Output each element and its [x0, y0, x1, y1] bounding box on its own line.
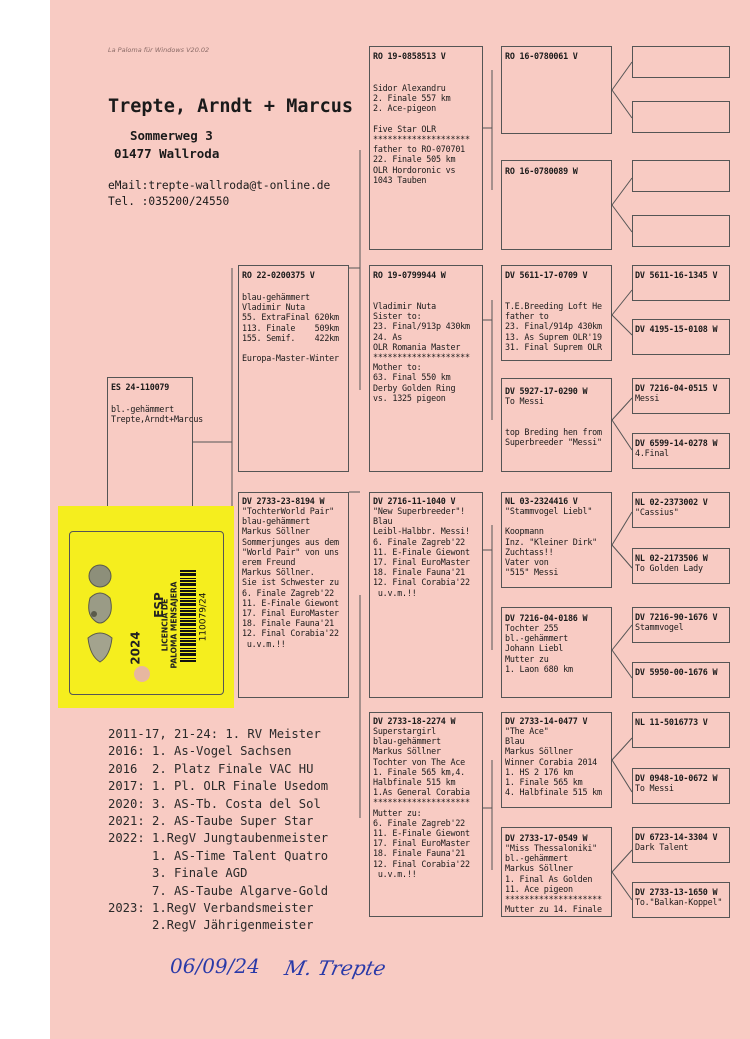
achievement-line: 2021: 2. AS-Taube Super Star	[108, 814, 314, 828]
pigeon-card-gen4	[632, 160, 730, 192]
license-barcode	[180, 570, 196, 662]
pigeon-info-gen4: To."Balkan-Koppel"	[635, 897, 723, 907]
ring-gen4: DV 7216-04-0515 V	[635, 383, 718, 393]
ring-gen4: DV 6723-14-3304 V	[635, 832, 718, 842]
ring-father: RO 22-0200375 V	[242, 270, 315, 280]
achievement-line: 2016: 1. As-Vogel Sachsen	[108, 744, 292, 759]
ring-main: ES 24-110079	[111, 382, 170, 392]
license-stamp-dot	[134, 666, 150, 682]
ring-gen4: NL 02-2173506 W	[635, 553, 708, 563]
ring-mmf: DV 2733-14-0477 V	[505, 716, 588, 726]
license-title: LICENCIA DE PALOMA MENSAJERA	[160, 581, 179, 669]
ring-gen4: DV 5611-16-1345 V	[635, 270, 718, 280]
pigeon-info-gen4: Messi	[635, 393, 660, 403]
ring-mff: NL 03-2324416 V	[505, 496, 578, 506]
owner-street: Sommerweg 3	[130, 128, 213, 143]
pigeon-info-gen4: To Messi	[635, 783, 674, 793]
pigeon-info-main: bl.-gehämmert Trepte,Arndt+Marcus	[111, 404, 204, 425]
pigeon-info-ff: Sidor Alexandru 2. Finale 557 km 2. Ace-pigeon Five Star OLR ******************** father to RO-070701 22. Finale 505 km OLR Hordoronic vs 1043 Tauben	[373, 83, 470, 185]
license-emblem-icon	[80, 558, 120, 668]
ring-mm: DV 2733-18-2274 W	[373, 716, 456, 726]
pigeon-info-fm: Vladimir Nuta Sister to: 23. Final/913p 430km 24. As OLR Romania Master ******************** Mother to: 63. Final 550 km Derby Golden Ring vs. 1325 pigeon	[373, 301, 470, 403]
pigeon-card-gen4	[632, 46, 730, 78]
license-country: ESP	[151, 592, 166, 618]
pigeon-info-mm: Superstargirl blau-gehämmert Markus Söllner Tochter von The Ace 1. Finale 565 km,4. Halbfinale 515 km 1.As General Corabia ******************** Mutter zu: 6. Finale Zagreb'22 11. E-Finale Giewont 17. Final EuroMaster 18. Finale Fauna'21 12. Final Corabia'22 u.v.m.!!	[373, 726, 470, 879]
ring-ff: RO 19-0858513 V	[373, 51, 446, 61]
ring-fmf: DV 5611-17-0709 V	[505, 270, 588, 280]
pigeon-card-main	[107, 377, 193, 507]
pigeon-card-gen4	[632, 101, 730, 133]
pigeon-info-mmf: "The Ace" Blau Markus Söllner Winner Corabia 2014 1. HS 2 176 km 1. Finale 565 km 4. Halbfinale 515 km	[505, 726, 602, 798]
pigeon-card-gen4	[632, 215, 730, 247]
owner-name: Trepte, Arndt + Marcus	[108, 96, 354, 117]
pigeon-info-mff: "Stammvogel Liebl" Koopmann Inz. "Kleiner Dirk" Zuchtass!! Vater von "515" Messi	[505, 506, 598, 578]
ring-mmm: DV 2733-17-0549 W	[505, 833, 588, 843]
signature-name: M. Trepte	[282, 956, 389, 980]
license-year: 2024	[128, 631, 143, 665]
pigeon-info-gen4: To Golden Lady	[635, 563, 703, 573]
pigeon-info-mfm: Tochter 255 bl.-gehämmert Johann Liebl Mutter zu 1. Laon 680 km	[505, 623, 573, 674]
achievement-line: 3. Finale AGD	[108, 866, 248, 881]
achievement-line: 7. AS-Taube Algarve-Gold	[108, 883, 329, 898]
ring-fm: RO 19-0799944 W	[373, 270, 446, 280]
ring-fmm: DV 5927-17-0290 W	[505, 386, 588, 396]
owner-email: eMail:trepte-wallroda@t-online.de	[108, 179, 331, 192]
achievement-line: 2011-17, 21-24: 1. RV Meister	[108, 727, 321, 741]
pigeon-info-fmf: T.E.Breeding Loft He father to 23. Final/914p 430km 13. As Suprem OLR'19 31. Final Suprem OLR	[505, 301, 602, 352]
pigeon-info-mmm: "Miss Thessaloniki" bl.-gehämmert Markus Söllner 1. Final As Golden 11. Ace pigeon ******************** Mutter zu 14. Finale	[505, 843, 602, 915]
ring-gen4: DV 2733-13-1650 W	[635, 887, 718, 897]
pigeon-info-gen4: Dark Talent	[635, 842, 689, 852]
ring-gen4: DV 6599-14-0278 W	[635, 438, 718, 448]
pigeon-info-mother: "TochterWorld Pair" blau-gehämmert Markus Söllner Sommerjunges aus dem "World Pair" von uns erem Freund Markus Söllner. Sie ist Schwester zu 6. Finale Zagreb'22 11. E-Finale Giewont 17. Final EuroMaster 18. Finale Fauna'21 12. Final Corabia'22 u.v.m.!!	[242, 506, 339, 649]
pigeon-info-mf: "New Superbreeder"! Blau Leibl-Halbbr. Messi! 6. Finale Zagreb'22 11. E-Finale Giewont 17. Final EuroMaster 18. Finale Fauna'21 12. Final Corabia'22 u.v.m.!!	[373, 506, 470, 598]
achievement-line: 2020: 3. AS-Tb. Costa del Sol	[108, 796, 321, 811]
ring-gen4: NL 11-5016773 V	[635, 717, 708, 727]
ring-fff: RO 16-0780061 V	[505, 51, 578, 61]
license-number: 110079/24	[198, 592, 209, 642]
ring-mfm: DV 7216-04-0186 W	[505, 613, 588, 623]
license-sticker	[58, 506, 234, 708]
pigeon-info-gen4: Stammvogel	[635, 622, 684, 632]
achievement-line: 2016 2. Platz Finale VAC HU	[108, 761, 314, 776]
achievement-line: 2017: 1. Pl. OLR Finale Usedom	[108, 779, 329, 794]
achievement-line: 1. AS-Time Talent Quatro	[108, 848, 329, 863]
pigeon-info-gen4: 4.Final	[635, 448, 669, 458]
pigeon-info-gen4: "Cassius"	[635, 507, 679, 517]
owner-phone: Tel. :035200/24550	[108, 195, 230, 208]
ring-mf: DV 2716-11-1040 V	[373, 496, 456, 506]
ring-gen4: DV 7216-90-1676 V	[635, 612, 718, 622]
signature-date: 06/09/24	[170, 954, 260, 978]
ring-gen4: DV 5950-00-1676 W	[635, 667, 718, 677]
software-note: La Paloma für Windows V20.02	[108, 46, 210, 54]
pigeon-info-fmm: To Messi top Breding hen from Superbreeder "Messi"	[505, 396, 602, 447]
pigeon-info-father: blau-gehämmert Vladimir Nuta 55. ExtraFinal 620km 113. Finale 509km 155. Semif. 422km Europa-Master-Winter	[242, 292, 339, 364]
achievement-line: 2023: 1.RegV Verbandsmeister	[108, 901, 314, 915]
owner-city: 01477 Wallroda	[114, 146, 220, 161]
ring-ffm: RO 16-0780089 W	[505, 166, 578, 176]
ring-gen4: NL 02-2373002 V	[635, 497, 708, 507]
ring-gen4: DV 0948-10-0672 W	[635, 773, 718, 783]
ring-gen4: DV 4195-15-0108 W	[635, 324, 718, 334]
ring-mother: DV 2733-23-8194 W	[242, 496, 325, 506]
achievement-line: 2022: 1.RegV Jungtaubenmeister	[108, 831, 329, 846]
achievement-line: 2.RegV Jährigenmeister	[108, 918, 314, 933]
